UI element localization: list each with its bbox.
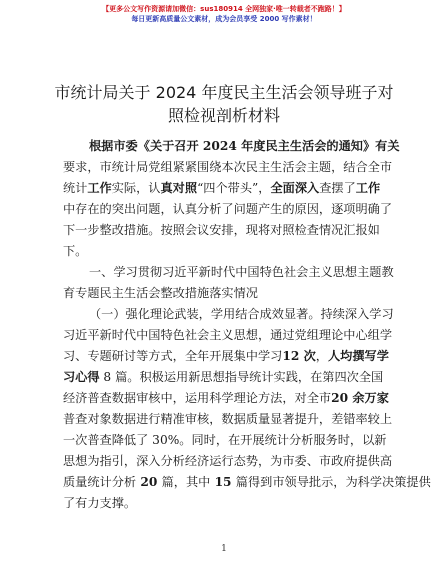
text-run: 篇得到市领导批示，为科学决策提供 [235, 475, 431, 489]
text-run: 真对照 [160, 181, 198, 195]
text-run: 。同时，在开展统计分析服务时，以新 [179, 433, 387, 447]
text-run: 全面深入 [270, 181, 320, 195]
text-line: 下一步整改措施。按照会议安排，现将对照检查情况汇报如 [63, 223, 380, 237]
text-run: 统计 [63, 181, 88, 195]
text-run: 》有关 [362, 139, 400, 153]
notice-title: 关于召开 2024 年度民主生活会的通知 [149, 139, 363, 153]
document-title-line-2: 照检视剖析材料 [167, 106, 280, 125]
text-run: ， [315, 349, 328, 363]
text-line [63, 367, 430, 388]
text-line [63, 472, 430, 493]
text-run: 15 [210, 475, 236, 489]
text-line: 了有力支撑。 [63, 496, 137, 510]
text-run: “四个带头”， [197, 181, 271, 195]
promo-banner-line-2: 每日更新高质量公文素材，成为会员享受 2000 写作素材！ [131, 15, 317, 23]
text-line: 习近平新时代中国特色社会主义思想，通过党组理论中心组学 [63, 328, 393, 342]
intro-paragraph [63, 136, 430, 262]
text-line: 思想为指引，深入分析经济运行态势，为市委、市政府提供高 [63, 454, 393, 468]
page-number: 1 [221, 544, 227, 554]
text-line: 要求，市统计局党组紧紧围绕本次民主生活会主题，结合全市 [63, 160, 393, 174]
text-run: 20 余万家 [331, 391, 389, 405]
text-line [63, 178, 430, 199]
text-run: 习心得 [63, 370, 100, 384]
body-paragraph [63, 304, 430, 514]
text-run: 篇，其中 [161, 475, 211, 489]
text-line: （一）强化理论武装，学用结合成效显著。持续深入学习 [89, 307, 394, 321]
text-line: 育专题民主生活会整改措施落实情况 [63, 286, 258, 300]
text-run: 工作 [355, 181, 381, 195]
text-run: 人均撰写学 [327, 349, 389, 363]
text-run: 查摆了 [319, 181, 356, 195]
text-run: 20 [136, 475, 162, 489]
text-run: 30% [148, 433, 180, 447]
text-line: 下。 [63, 244, 88, 258]
text-run: 根据市委《 [89, 139, 150, 153]
promo-banner-line-1: 【更多公文写作资源请加微信：sus180914 全网独家·唯一转载者不跑路！】 [102, 5, 346, 13]
text-line: 中存在的突出问题，认真分析了问题产生的原因，逐项明确了 [63, 202, 393, 216]
text-run: 实际，认 [111, 181, 161, 195]
text-run: 。积极运用新思想指导统计实践，在第四次全国 [127, 370, 384, 384]
text-run: 工作 [87, 181, 112, 195]
text-run: 经济普查数据审核中，运用科学理论方法，对全市 [63, 391, 332, 405]
text-run: 习、专题研讨等方式，全年开展集中学习 [63, 349, 283, 363]
text-run: 8 篇 [99, 370, 128, 384]
text-run: 12 次 [282, 349, 316, 363]
text-line: 一、学习贯彻习近平新时代中国特色社会主义思想主题教 [89, 265, 394, 279]
section-heading [63, 262, 430, 304]
text-line [63, 430, 430, 451]
text-line [63, 136, 430, 157]
text-line [63, 346, 430, 367]
text-run: 质量统计分析 [63, 475, 137, 489]
text-run: 一次普查降低了 [63, 433, 149, 447]
document-title-line-1: 市统计局关于 2024 年度民主生活会领导班子对 [54, 83, 394, 102]
text-line [63, 388, 430, 409]
text-line: 普查对象数据进行精准审核，数据质量显著提升，差错率较上 [63, 412, 393, 426]
